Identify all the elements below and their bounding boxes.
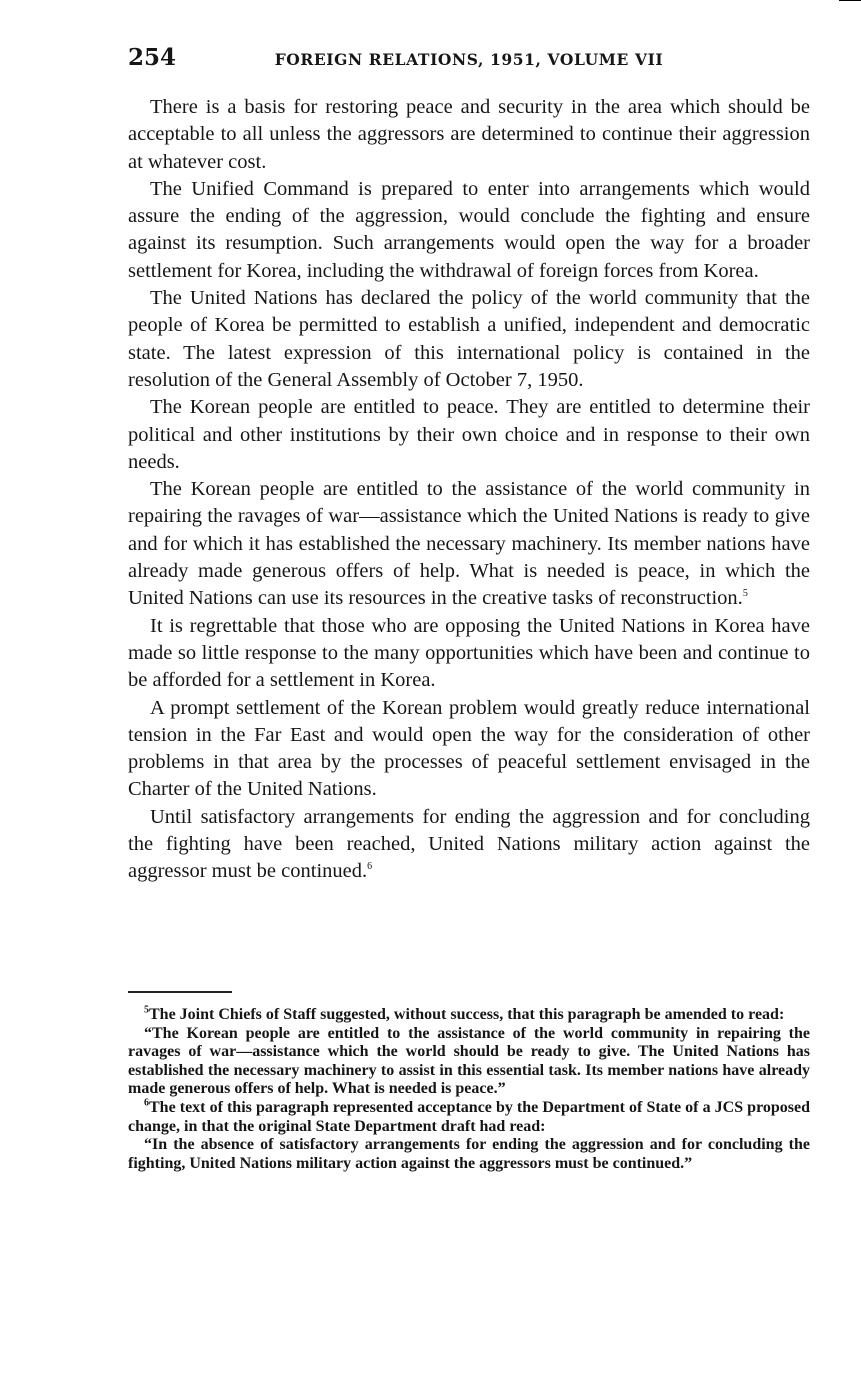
footnote-quote: “In the absence of satisfactory arrangements for ending the aggression and for concluding the fighting, United Nations military action against the aggressors must be continued.” <box>128 1136 810 1172</box>
body-paragraph: The Unified Command is prepared to enter into arrangements which would assure the ending of the aggression, would conclude the fighting and ensure against its resumption. Such arrangements would open the way for a broader settlement for Korea, including the withdrawal of foreign forces from Korea. <box>128 177 810 282</box>
body-paragraph: Until satisfactory arrangements for ending the aggression and for concluding the fighting have been reached, United Nations military action against the aggressor must be continued.$^6$ <box>128 805 810 883</box>
footnote-reference[interactable]: 5 <box>742 588 748 600</box>
footnote-mark: 5 <box>144 1004 149 1016</box>
body-paragraph: The Korean people are entitled to the assistance of the world community in repairing the ravages of war—assistance which the United Nations is ready to give and for which it has established the necessary machinery. Its member nations have already made generous offers of help. What is needed is peace, in which the United Nations can use its resources in the creative tasks of reconstruction.$^5$ <box>128 478 810 610</box>
footnotes <box>128 1006 810 1173</box>
body-text <box>128 94 810 886</box>
footnote-divider <box>128 991 232 993</box>
footnote: $^5$The Joint Chiefs of Staff suggested, without success, that this paragraph be amended to read: <box>144 1004 785 1023</box>
scan-edge-line <box>839 0 861 1</box>
body-paragraph: The United Nations has declared the policy of the world community that the people of Korea be permitted to establish a unified, independent and democratic state. The latest expression of this international policy is contained in the resolution of the General Assembly of October 7, 1950. <box>128 287 810 391</box>
page-header <box>128 44 810 74</box>
footnote-reference[interactable]: 6 <box>367 861 373 873</box>
body-paragraph: There is a basis for restoring peace and security in the area which should be acceptable to all unless the aggressors are determined to continue their aggression at whatever cost. <box>128 96 810 173</box>
body-paragraph: It is regrettable that those who are opposing the United Nations in Korea have made so little response to the many opportunities which have been and continue to be afforded for a settlement in Korea. <box>128 614 810 692</box>
running-head: FOREIGN RELATIONS, 1951, VOLUME VII <box>274 50 664 69</box>
body-paragraph: A prompt settlement of the Korean problem would greatly reduce international tension in the Far East and would open the way for the consideration of other problems in that area by the processes of peaceful settlement envisaged in the Charter of the United Nations. <box>128 696 810 801</box>
body-paragraph: The Korean people are entitled to peace. They are entitled to determine their political and other institutions by their own choice and in response to their own needs. <box>128 396 810 473</box>
page-number: 254 <box>128 44 177 71</box>
footnote: $^6$The text of this paragraph represented acceptance by the Department of State of a JCS proposed change, in that the original State Department draft had read: <box>128 1097 810 1135</box>
footnote-quote: “The Korean people are entitled to the assistance of the world community in repairing the ravages of war—assistance which the world should be ready to give. The United Nations has established the necessary machinery to assist in this essential task. Its member nations have already made generous offers of help. What is needed is peace.” <box>128 1024 810 1098</box>
footnote-mark: 6 <box>144 1097 149 1109</box>
